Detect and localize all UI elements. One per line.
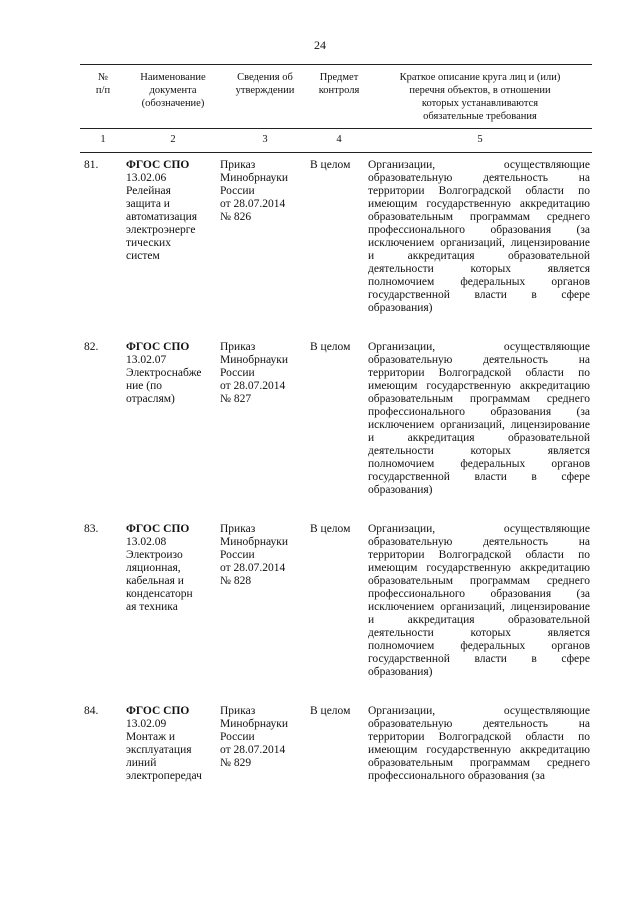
column-number: 1 bbox=[80, 129, 126, 153]
table-row bbox=[80, 523, 592, 705]
document-name-cell bbox=[126, 705, 220, 809]
control-subject: В целом bbox=[310, 341, 351, 353]
approval-info: Приказ Минобрнауки России от 28.07.2014 № 828 bbox=[220, 523, 289, 587]
document-name: 13.02.08 Электроизо ляционная, кабельная и конденсаторн ая техника bbox=[126, 536, 193, 613]
document-title: ФГОС СПО bbox=[126, 523, 190, 535]
description: Организации, осуществляющие образовательную деятельность на территории Волгоградской области по имеющим государственную аккредитацию образовательным программам среднего профессионального образования (за исключением организаций, лицензирование и аккредитация образовательной деятельности которых является полномочием федеральных органов государственной власти в сфере образования) bbox=[368, 523, 590, 678]
header-num: № п/п bbox=[80, 65, 126, 129]
description: Организации, осуществляющие образовательную деятельность на территории Волгоградской области по имеющим государственную аккредитацию образовательным программам среднего профессионального образования (за исключением организаций, лицензирование и аккредитация образовательной деятельности которых является полномочием федеральных органов государственной власти в сфере образования) bbox=[368, 159, 590, 314]
approval-info: Приказ Минобрнауки России от 28.07.2014 № 829 bbox=[220, 705, 289, 769]
column-number-row bbox=[80, 129, 592, 153]
row-number: 84. bbox=[84, 705, 99, 717]
column-number: 2 bbox=[126, 129, 220, 153]
row-number: 83. bbox=[84, 523, 99, 535]
column-number: 3 bbox=[220, 129, 310, 153]
column-number: 5 bbox=[368, 129, 592, 153]
approval-info: Приказ Минобрнауки России от 28.07.2014 № 827 bbox=[220, 341, 289, 405]
control-subject: В целом bbox=[310, 159, 351, 171]
header-description: Краткое описание круга лиц и (или) перечня объектов, в отношении которых устанавливаются обязательные требования bbox=[368, 65, 592, 129]
row-number: 81. bbox=[84, 159, 99, 171]
header-name: Наименование документа (обозначение) bbox=[126, 65, 220, 129]
control-subject: В целом bbox=[310, 705, 351, 717]
table-row bbox=[80, 705, 592, 809]
document-name: 13.02.09 Монтаж и эксплуатация линий электропередач bbox=[126, 718, 202, 782]
document-title: ФГОС СПО bbox=[126, 341, 190, 353]
document-name-cell bbox=[126, 341, 220, 523]
table-header-row bbox=[80, 65, 592, 129]
document-title: ФГОС СПО bbox=[126, 705, 190, 717]
document-name: 13.02.06 Релейная защита и автоматизация электроэнерге тических систем bbox=[126, 172, 198, 262]
document-title: ФГОС СПО bbox=[126, 159, 190, 171]
row-number: 82. bbox=[84, 341, 99, 353]
page-number: 24 bbox=[314, 38, 326, 52]
approval-info: Приказ Минобрнауки России от 28.07.2014 № 826 bbox=[220, 159, 289, 223]
description: Организации, осуществляющие образовательную деятельность на территории Волгоградской области по имеющим государственную аккредитацию образовательным программам среднего профессионального образования (за bbox=[368, 705, 590, 782]
column-number: 4 bbox=[310, 129, 368, 153]
header-approval: Сведения об утверждении bbox=[220, 65, 310, 129]
header-subject: Предмет контроля bbox=[310, 65, 368, 129]
document-name-cell bbox=[126, 153, 220, 342]
table-row bbox=[80, 341, 592, 523]
table-row bbox=[80, 153, 592, 342]
description: Организации, осуществляющие образовательную деятельность на территории Волгоградской области по имеющим государственную аккредитацию образовательным программам среднего профессионального образования (за исключением организаций, лицензирование и аккредитация образовательной деятельности которых является полномочием федеральных органов государственной власти в сфере образования) bbox=[368, 341, 590, 496]
requirements-table bbox=[80, 64, 592, 809]
document-name-cell bbox=[126, 523, 220, 705]
control-subject: В целом bbox=[310, 523, 351, 535]
document-name: 13.02.07 Электроснабже ние (по отраслям) bbox=[126, 354, 202, 405]
